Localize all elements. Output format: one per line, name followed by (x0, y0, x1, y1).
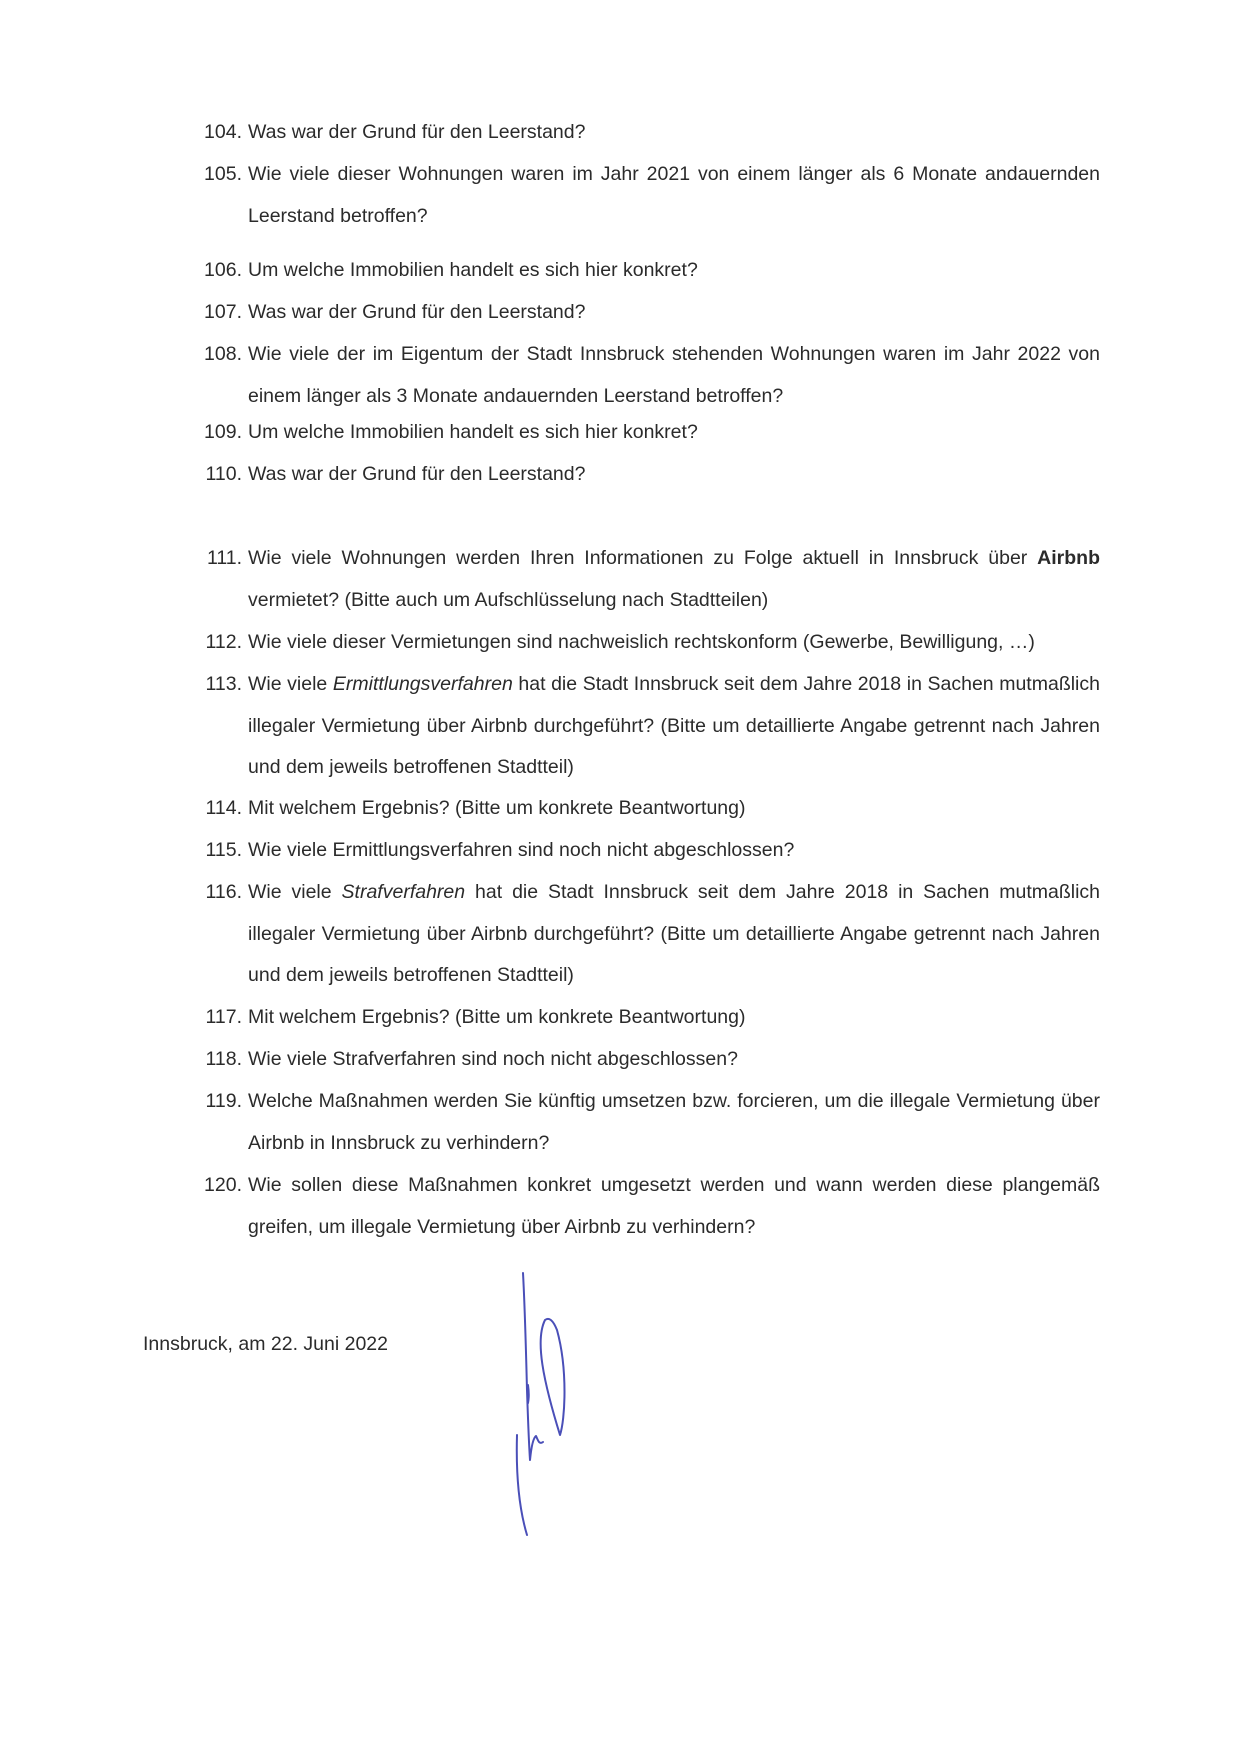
question-text (248, 830, 1100, 872)
question-text (248, 788, 1100, 830)
question-number: 106. (204, 259, 242, 281)
question-number: 119. (205, 1090, 242, 1112)
question-text (248, 664, 1100, 789)
text-run: Welche Maßnahmen werden Sie künftig umsetzen bzw. forcieren, um die illegale Vermietung über Airbnb in Innsbruck zu verhindern? (248, 1090, 1100, 1154)
question-item (190, 788, 1100, 830)
text-run: Wie sollen diese Maßnahmen konkret umgesetzt werden und wann werden diese plangemäß greifen, um illegale Vermietung über Airbnb zu verhindern? (248, 1174, 1100, 1238)
question-text (248, 412, 1100, 454)
question-item (190, 412, 1100, 454)
italic-term: Strafverfahren (341, 881, 466, 903)
text-run: Wie viele der im Eigentum der Stadt Innsbruck stehenden Wohnungen waren im Jahr 2022 von einem länger als 3 Monate andauernden Leerstand betroffen? (248, 343, 1100, 407)
question-item (190, 334, 1100, 417)
text-run: Was war der Grund für den Leerstand? (248, 121, 586, 143)
question-number: 112. (205, 631, 242, 653)
question-item (190, 1081, 1100, 1164)
text-run: Wie viele Wohnungen werden Ihren Informationen zu Folge aktuell in Innsbruck über (248, 547, 1038, 569)
question-item (190, 664, 1100, 789)
question-item (190, 292, 1100, 334)
question-text (248, 622, 1100, 664)
question-item (190, 1165, 1100, 1248)
question-number: 111. (206, 547, 242, 569)
question-number: 117. (205, 1006, 242, 1028)
question-number: 120. (204, 1174, 242, 1196)
question-number: 114. (205, 797, 242, 819)
question-text (248, 292, 1100, 334)
question-text (248, 1165, 1100, 1248)
question-text (248, 250, 1100, 292)
text-run: Um welche Immobilien handelt es sich hier konkret? (248, 421, 698, 443)
text-run: Wie viele (248, 881, 342, 903)
question-text (248, 997, 1100, 1039)
question-number: 115. (205, 839, 242, 861)
question-item (190, 997, 1100, 1039)
question-number: 104. (204, 121, 242, 143)
question-item (190, 538, 1100, 621)
question-number: 116. (205, 881, 242, 903)
text-run: vermietet? (Bitte auch um Aufschlüsselung nach Stadtteilen) (248, 588, 769, 611)
text-run: Mit welchem Ergebnis? (Bitte um konkrete Beantwortung) (248, 1006, 746, 1028)
text-run: Mit welchem Ergebnis? (Bitte um konkrete Beantwortung) (248, 797, 746, 819)
question-text (248, 538, 1100, 621)
handwritten-signature (505, 1270, 615, 1545)
question-text (248, 872, 1100, 997)
bold-term: Airbnb (1037, 547, 1100, 569)
question-text (248, 454, 1100, 496)
text-run: hat die Stadt Innsbruck seit dem Jahre 2018 in Sachen mutmaßlich illegaler Vermietung über Airbnb durchgeführt? (Bitte um detaillierte Angabe getrennt nach Jahren und dem jeweils betroffenen Stadtteil) (248, 881, 1100, 986)
text-run: Wie viele (248, 673, 333, 695)
text-run: Um welche Immobilien handelt es sich hier konkret? (248, 259, 698, 281)
question-number: 108. (204, 343, 242, 365)
text-run: Was war der Grund für den Leerstand? (248, 301, 586, 323)
question-item (190, 112, 1100, 154)
question-number: 107. (204, 301, 242, 323)
question-text (248, 334, 1100, 417)
text-run: Wie viele Ermittlungsverfahren sind noch nicht abgeschlossen? (248, 839, 795, 861)
text-run: hat die Stadt Innsbruck seit dem Jahre 2018 in Sachen mutmaßlich illegaler Vermietung über Airbnb durchgeführt? (Bitte um detaillierte Angabe getrennt nach Jahren und dem jeweils betroffenen Stadtteil) (248, 673, 1100, 778)
question-item (190, 872, 1100, 997)
italic-term: Ermittlungsverfahren (332, 673, 513, 695)
question-number: 113. (205, 673, 242, 695)
question-item (190, 250, 1100, 292)
question-item (190, 622, 1100, 664)
question-text (248, 1081, 1100, 1164)
text-run: Was war der Grund für den Leerstand? (248, 463, 586, 485)
question-item (190, 1039, 1100, 1081)
question-text (248, 1039, 1100, 1081)
question-number: 110. (205, 463, 242, 485)
question-number: 118. (205, 1048, 242, 1070)
question-number: 105. (204, 163, 242, 185)
text-run: Wie viele dieser Wohnungen waren im Jahr 2021 von einem länger als 6 Monate andauernden Leerstand betroffen? (248, 163, 1100, 227)
date-line: Innsbruck, am 22. Juni 2022 (143, 1333, 388, 1355)
question-item (190, 454, 1100, 496)
question-item (190, 830, 1100, 872)
question-text (248, 154, 1100, 237)
text-run: Wie viele Strafverfahren sind noch nicht abgeschlossen? (248, 1048, 738, 1070)
question-item (190, 154, 1100, 237)
text-run: Wie viele dieser Vermietungen sind nachweislich rechtskonform (Gewerbe, Bewilligung, …) (248, 631, 1035, 653)
question-number: 109. (204, 421, 242, 443)
question-text (248, 112, 1100, 154)
